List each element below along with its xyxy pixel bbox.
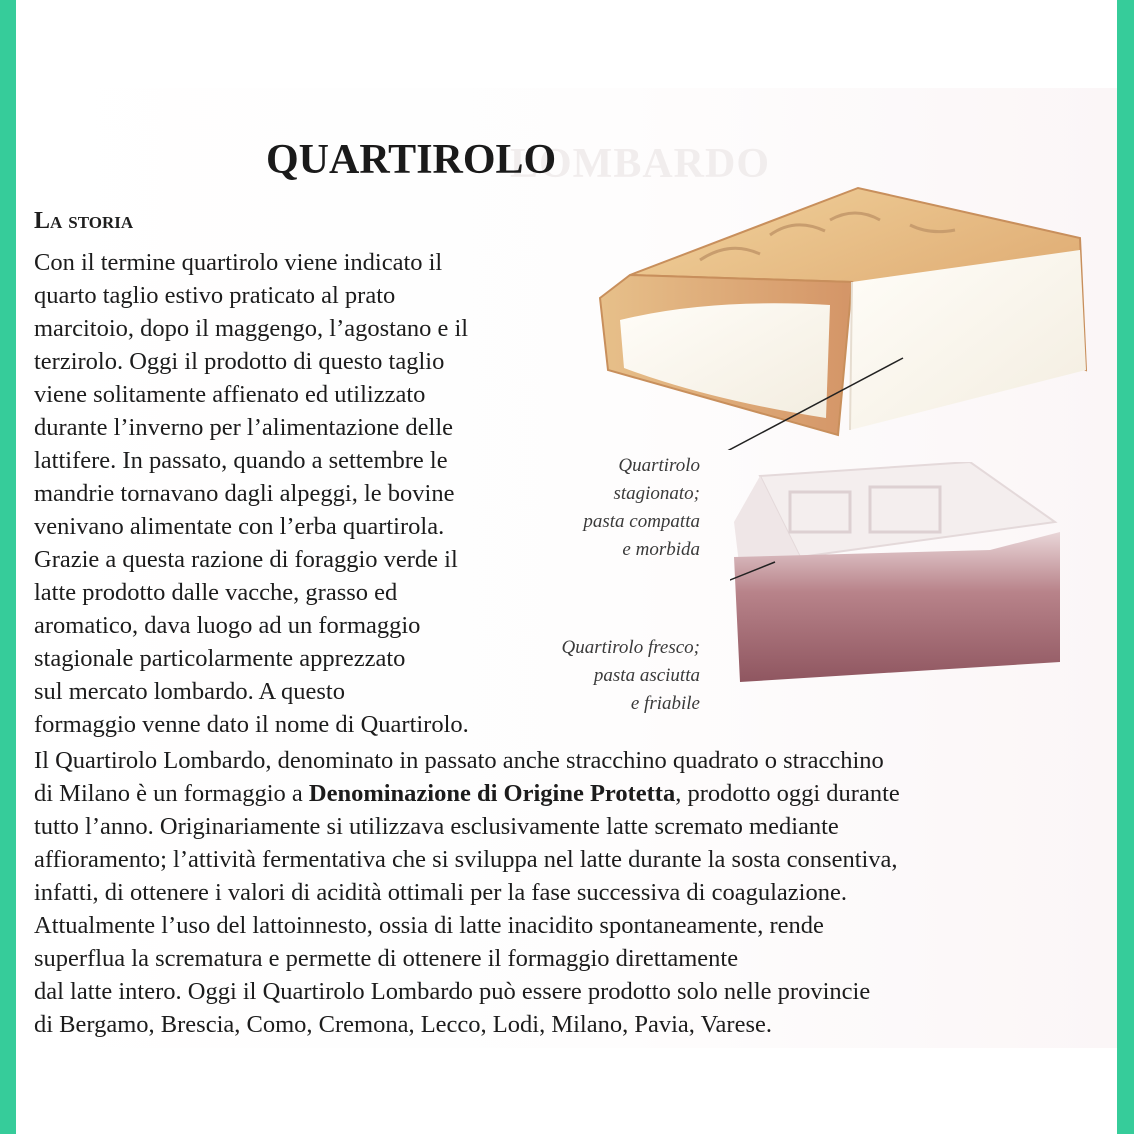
paragraph-history: Con il termine quartirolo viene indicato il quarto taglio estivo praticato al prato marcitoio, dopo il maggengo, l’agostano e il terzirolo. Oggi il prodotto di questo taglio viene solitamente affienato ed utilizzato durante l’inverno per l’alimentazione delle lattifere. In passato, quando a settembre le mandrie tornavano dagli alpeggi, le bovine venivano alimentate con l’erba quartirola. Grazie a questa razione di foraggio verde il latte prodotto dalle vacche, grasso ed aromatico, dava luogo ad un formaggio stagionale particolarmente apprezzato sul mercato lombardo. A questo formaggio venne dato il nome di Quartirolo. bbox=[34, 249, 469, 738]
right-border bbox=[1117, 0, 1134, 1134]
paragraph-dop-part2: , prodotto oggi durante tutto l’anno. Originariamente si utilizzava esclusivamente latte scremato mediante affioramento; l’attività fermentativa che si sviluppa nel latte durante la sosta consentiva, infatti, di ottenere i valori di acidità ottimali per la fase successiva di coagulazione. Attualmente l’uso del lattoinnesto, ossia di latte inacidito spontaneamente, rende superflua la scrematura e permette di ottenere il formaggio direttamente dal latte intero. Oggi il Quartirolo Lombardo può essere prodotto solo nelle provincie di Bergamo, Brescia, Como, Cremona, Lecco, Lodi, Milano, Pavia, Varese. bbox=[34, 780, 900, 1038]
aged-cheese-image bbox=[590, 180, 1100, 450]
paragraph-dop bbox=[34, 744, 1044, 1041]
caption-aged: Quartirolo stagionato; pasta compatta e morbida bbox=[583, 455, 700, 560]
caption-fresh: Quartirolo fresco; pasta asciutta e friabile bbox=[561, 637, 700, 714]
page-title: QUARTIROLO bbox=[266, 137, 557, 183]
paragraph-dop-part1: Il Quartirolo Lombardo, denominato in passato anche stracchino quadrato o stracchino di Milano è un formaggio a bbox=[34, 747, 884, 807]
section-heading: La storia bbox=[34, 208, 134, 234]
title-ghost: LOMBARDO bbox=[510, 141, 770, 187]
dop-bold-text: Denominazione di Origine Protetta bbox=[308, 780, 676, 807]
left-border bbox=[0, 0, 16, 1134]
fresh-cheese-image bbox=[730, 462, 1065, 687]
